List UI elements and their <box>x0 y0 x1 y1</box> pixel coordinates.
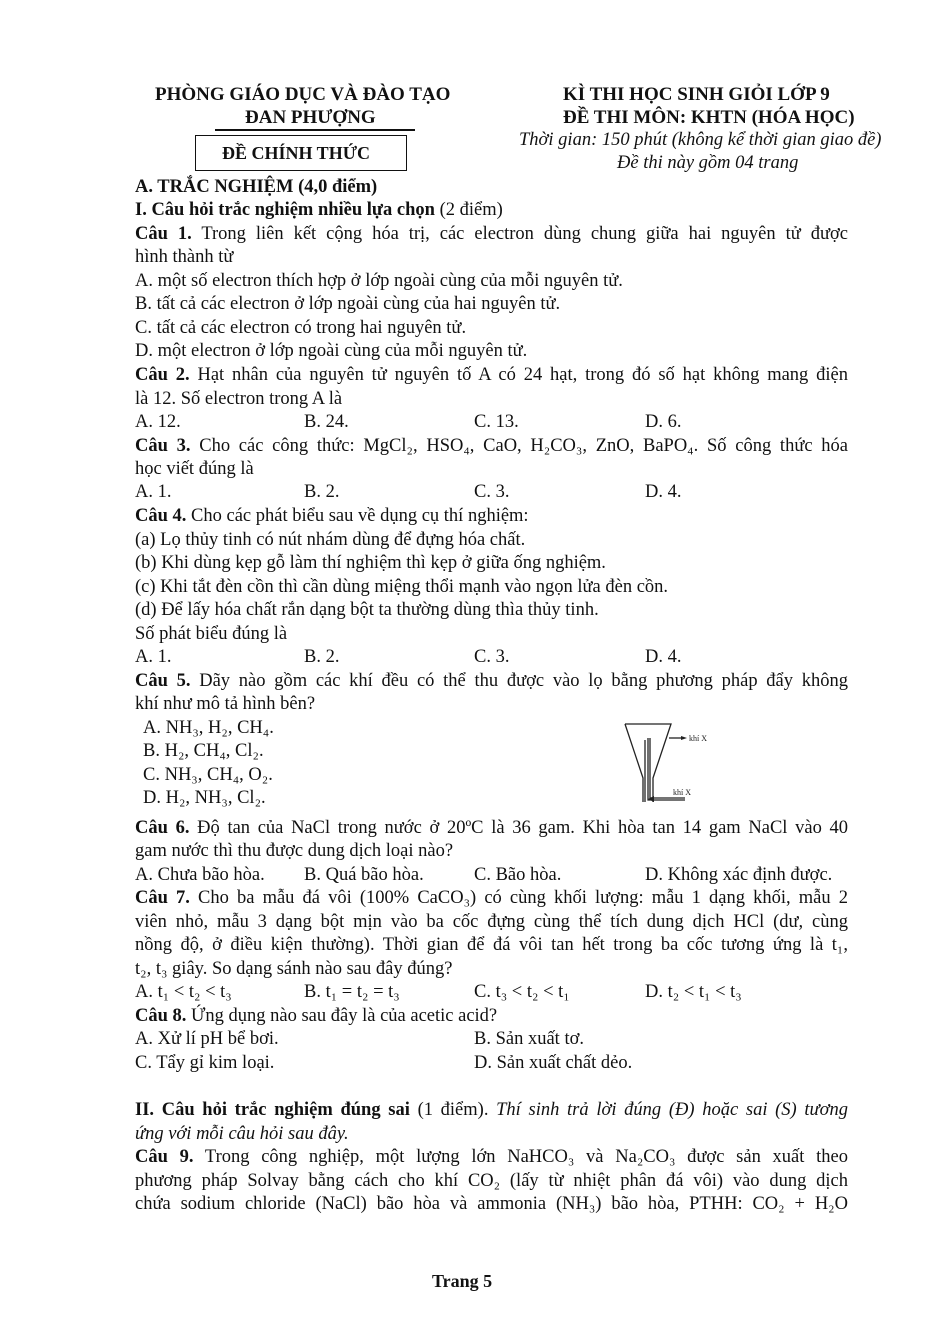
q4-statement-a: (a) Lọ thủy tinh có nút nhám dùng để đựng hóa chất. <box>135 530 526 550</box>
q3-stem-line1 <box>135 436 848 457</box>
q4-ask: Số phát biểu đúng là <box>135 624 288 644</box>
q8-label: Câu 8. <box>135 1006 187 1026</box>
q8-text1: Ứng dụng nào sau đây là của acetic acid? <box>186 1006 498 1026</box>
q6-option-c: C. Bão hòa. <box>474 865 562 885</box>
q7-stem-line3: nồng độ, ở điều kiện thường). Thời gian để đá vôi tan hết trong ba cốc tương ứng là t₁, <box>135 935 848 955</box>
department-name: PHÒNG GIÁO DỤC VÀ ĐÀO TẠO <box>155 84 451 105</box>
q4-option-d: D. 4. <box>645 647 682 667</box>
q8-option-b: B. Sản xuất tơ. <box>474 1029 584 1049</box>
q6-option-a: A. Chưa bão hòa. <box>135 865 265 885</box>
q6-option-b: B. Quá bão hòa. <box>304 865 424 885</box>
q2-stem-line2: là 12. Số electron trong A là <box>135 389 343 409</box>
q7-option-d: D. t₂ < t₁ < t₃ <box>645 982 742 1002</box>
part2-heading-line1 <box>135 1100 848 1121</box>
q6-stem-line1 <box>135 818 848 839</box>
q8-option-c: C. Tẩy gỉ kim loại. <box>135 1053 275 1073</box>
q6-option-d: D. Không xác định được. <box>645 865 833 885</box>
q4-text1: Cho các phát biểu sau về dụng cụ thí nghiệm: <box>186 506 529 526</box>
q3-option-c: C. 3. <box>474 482 510 502</box>
q2-option-c: C. 13. <box>474 412 519 432</box>
q5-text1: Dãy nào gồm các khí đều có thể thu được vào lọ bằng phương pháp đẩy không <box>190 671 848 691</box>
q7-label: Câu 7. <box>135 888 190 908</box>
q4-option-b: B. 2. <box>304 647 340 667</box>
q4-label: Câu 4. <box>135 506 187 526</box>
q7-option-c: C. t₃ < t₂ < t₁ <box>474 982 570 1002</box>
q6-stem-line2: gam nước thì thu được dung dịch loại nào? <box>135 841 454 861</box>
q1-option-a: A. một số electron thích hợp ở lớp ngoài cùng của mỗi nguyên tử. <box>135 271 623 291</box>
q7-text1: Cho ba mẫu đá vôi (100% CaCO₃) có cùng khối lượng: mẫu 1 dạng khối, mẫu 2 <box>189 888 849 908</box>
district-name: ĐAN PHƯỢNG <box>245 107 376 128</box>
q1-stem-line1 <box>135 224 848 245</box>
q5-option-b: B. H₂, CH₄, Cl₂. <box>143 741 264 761</box>
q2-option-b: B. 24. <box>304 412 349 432</box>
q4-stem <box>135 506 529 527</box>
part1-title: I. Câu hỏi trắc nghiệm nhiều lựa chọn <box>135 200 435 220</box>
q2-label: Câu 2. <box>135 365 190 385</box>
q5-stem-line2: khí như mô tả hình bên? <box>135 694 316 714</box>
district-underline <box>215 129 415 131</box>
fig-label-bottom: khí X <box>673 788 691 797</box>
q2-option-d: D. 6. <box>645 412 682 432</box>
part1-points: (2 điểm) <box>434 200 503 220</box>
arrow-in-icon <box>681 736 687 740</box>
q3-text1: Cho các công thức: MgCl₂, HSO₄, CaO, H₂CO₃, ZnO, BaPO₄. Số công thức hóa <box>190 436 849 456</box>
q7-stem-line1 <box>135 888 848 909</box>
q5-label: Câu 5. <box>135 671 191 691</box>
q1-option-c: C. tất cả các electron có trong hai nguyên tử. <box>135 318 467 338</box>
q8-stem <box>135 1006 497 1027</box>
q3-option-a: A. 1. <box>135 482 172 502</box>
q4-option-a: A. 1. <box>135 647 172 667</box>
q1-label: Câu 1. <box>135 224 192 244</box>
exam-title: KÌ THI HỌC SINH GIỎI LỚP 9 <box>563 84 830 105</box>
q2-option-a: A. 12. <box>135 412 181 432</box>
q6-label: Câu 6. <box>135 818 190 838</box>
part2-title: II. Câu hỏi trắc nghiệm đúng sai <box>135 1100 410 1120</box>
q5-option-a: A. NH₃, H₂, CH₄. <box>143 718 274 738</box>
q1-option-d: D. một electron ở lớp ngoài cùng của mỗi nguyên tử. <box>135 341 528 361</box>
q5-option-d: D. H₂, NH₃, Cl₂. <box>143 788 266 808</box>
arrow-left-icon <box>648 796 654 802</box>
q7-option-b: B. t₁ = t₂ = t₃ <box>304 982 400 1002</box>
q1-text1: Trong liên kết cộng hóa trị, các electron dùng chung giữa hai nguyên tử được <box>191 224 848 244</box>
q9-label: Câu 9. <box>135 1147 194 1167</box>
q4-statement-d: (d) Để lấy hóa chất rắn dạng bột ta thường dùng thìa thủy tinh. <box>135 600 599 620</box>
q9-stem-line2: phương pháp Solvay bằng cách cho khí CO₂ (lấy từ nhiệt phân đá vôi) vào dung dịch <box>135 1171 848 1191</box>
q1-option-b: B. tất cả các electron ở lớp ngoài cùng của hai nguyên tử. <box>135 294 561 314</box>
q2-stem-line1 <box>135 365 848 386</box>
page-number: Trang 5 <box>432 1271 493 1291</box>
part2-instruction1: Thí sinh trả lời đúng (Đ) hoặc sai (S) tương <box>496 1100 849 1120</box>
q7-stem-line2: viên nhỏ, mẫu 3 dạng bột mịn vào ba cốc đựng cùng thể tích dung dịch HCl (dư, cùng <box>135 912 848 932</box>
q9-text1: Trong công nghiệp, một lượng lớn NaHCO₃ và Na₂CO₃ được sản xuất theo <box>193 1147 848 1167</box>
q5-stem-line1 <box>135 671 848 692</box>
q7-option-a: A. t₁ < t₂ < t₃ <box>135 982 232 1002</box>
q4-option-c: C. 3. <box>474 647 510 667</box>
official-exam-label: ĐỀ CHÍNH THỨC <box>222 143 371 163</box>
q3-label: Câu 3. <box>135 436 191 456</box>
part1-heading <box>135 200 503 221</box>
q9-stem-line1 <box>135 1147 848 1168</box>
part2-points: (1 điểm). <box>409 1100 497 1120</box>
q4-statement-c: (c) Khi tắt đèn cồn thì cần dùng miệng thổi mạnh vào ngọn lửa đèn cồn. <box>135 577 669 597</box>
q3-option-d: D. 4. <box>645 482 682 502</box>
q1-stem-line2: hình thành từ <box>135 247 234 267</box>
q5-option-c: C. NH₃, CH₄, O₂. <box>143 765 273 785</box>
q4-statement-b: (b) Khi dùng kẹp gỗ làm thí nghiệm thì kẹp ở giữa ống nghiệm. <box>135 553 606 573</box>
q3-option-b: B. 2. <box>304 482 340 502</box>
q6-text1: Độ tan của NaCl trong nước ở 20ºC là 36 gam. Khi hòa tan 14 gam NaCl vào 40 <box>189 818 848 838</box>
q3-stem-line2: học viết đúng là <box>135 459 254 479</box>
exam-pages: Đề thi này gồm 04 trang <box>617 153 799 173</box>
q2-text1: Hạt nhân của nguyên tử nguyên tố A có 24 hạt, trong đó số hạt không mang điện <box>189 365 848 385</box>
q7-stem-line4: t₂, t₃ giây. So dạng sánh nào sau đây đúng? <box>135 959 453 979</box>
fig-label-top: khí X <box>689 734 707 743</box>
gas-collection-figure <box>615 718 725 810</box>
q9-stem-line3: chứa sodium chloride (NaCl) bão hòa và ammonia (NH₃) bão hòa, PTHH: CO₂ + H₂O <box>135 1194 848 1214</box>
q8-option-d: D. Sản xuất chất dẻo. <box>474 1053 633 1073</box>
section-a-title: A. TRẮC NGHIỆM (4,0 điểm) <box>135 177 378 197</box>
exam-subject: ĐỀ THI MÔN: KHTN (HÓA HỌC) <box>563 107 855 128</box>
part2-instruction2: ứng với mỗi câu hỏi sau đây. <box>135 1124 349 1144</box>
exam-duration: Thời gian: 150 phút (không kể thời gian giao đề) <box>519 130 882 150</box>
q8-option-a: A. Xử lí pH bể bơi. <box>135 1029 279 1049</box>
